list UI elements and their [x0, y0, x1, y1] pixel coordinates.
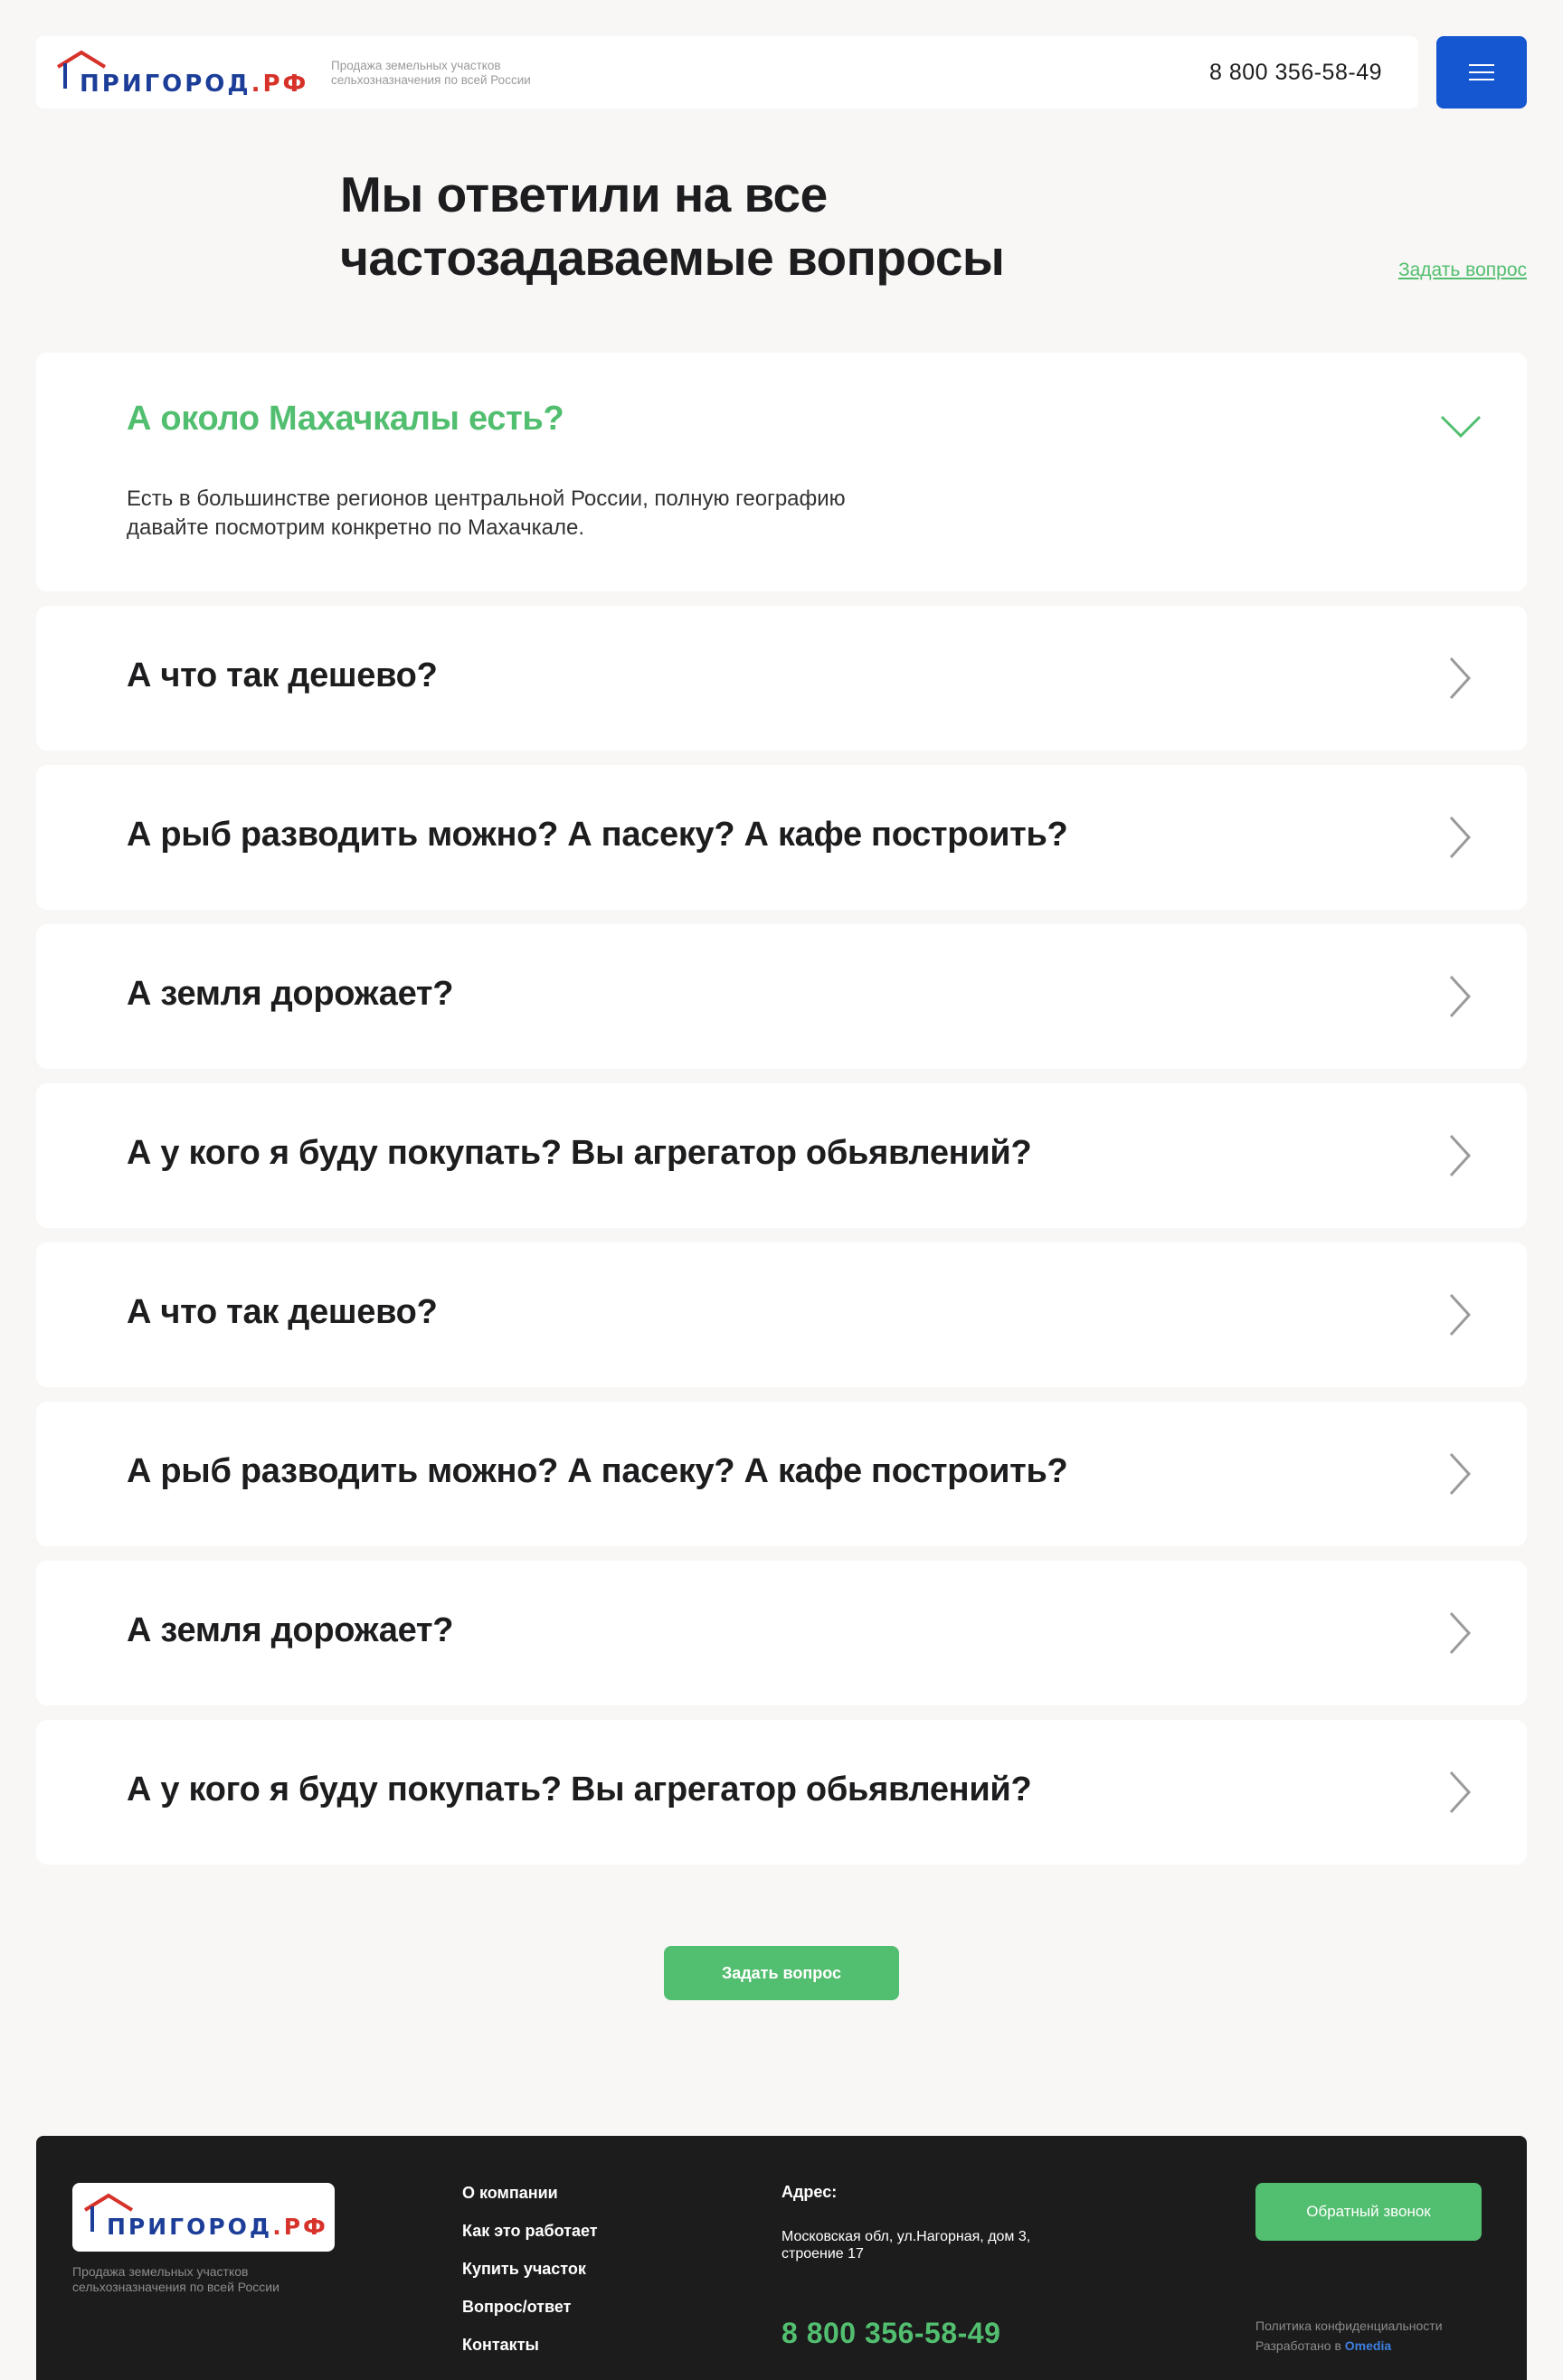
- header-phone-link[interactable]: 8 800 356-58-49: [1209, 60, 1382, 85]
- footer-nav-about[interactable]: О компании: [462, 2184, 558, 2202]
- faq-item[interactable]: [36, 606, 1527, 751]
- faq-question: А что так дешево?: [127, 656, 438, 694]
- chevron-right-icon[interactable]: [1447, 1134, 1473, 1177]
- faq-item[interactable]: [36, 765, 1527, 910]
- faq-item[interactable]: [36, 353, 1527, 591]
- faq-item[interactable]: [36, 1083, 1527, 1228]
- footer-tagline: Продажа земельных участков сельхозназначения по всей России: [72, 2264, 279, 2294]
- chevron-right-icon[interactable]: [1447, 1452, 1473, 1496]
- footer-nav-buy-plot[interactable]: Купить участок: [462, 2260, 586, 2278]
- faq-question: А что так дешево?: [127, 1293, 438, 1331]
- logo-text: ПРИГОРОД.РФ: [80, 71, 309, 98]
- chevron-right-icon[interactable]: [1447, 1771, 1473, 1814]
- page-title: Мы ответили на все частозадаваемые вопросы: [340, 166, 1005, 286]
- address-text: Московская обл, ул.Нагорная, дом 3, строение 17: [782, 2229, 1031, 2262]
- developer-credit: [1255, 2338, 1391, 2353]
- footer-phone-link[interactable]: 8 800 356-58-49: [782, 2317, 1001, 2349]
- developer-link[interactable]: Omedia: [1344, 2338, 1392, 2353]
- faq-item[interactable]: [36, 1242, 1527, 1387]
- faq-item[interactable]: [36, 1402, 1527, 1546]
- footer-nav-faq[interactable]: Вопрос/ответ: [462, 2298, 572, 2316]
- faq-question: А около Махачкалы есть?: [127, 400, 564, 438]
- faq-question: А рыб разводить можно? А пасеку? А кафе построить?: [127, 816, 1068, 854]
- chevron-right-icon[interactable]: [1447, 816, 1473, 859]
- footer-nav: [462, 2183, 598, 2373]
- chevron-right-icon[interactable]: [1447, 1611, 1473, 1655]
- footer-nav-contacts[interactable]: Контакты: [462, 2336, 539, 2354]
- logo-text: ПРИГОРОД.РФ: [107, 2214, 328, 2240]
- ask-question-link[interactable]: Задать вопрос: [1397, 260, 1527, 280]
- faq-question: А земля дорожает?: [127, 975, 454, 1013]
- chevron-right-icon[interactable]: [1447, 656, 1473, 700]
- chevron-right-icon[interactable]: [1447, 975, 1473, 1018]
- faq-question: А рыб разводить можно? А пасеку? А кафе построить?: [127, 1452, 1068, 1490]
- privacy-policy-link[interactable]: Политика конфиденциальности: [1255, 2319, 1443, 2333]
- address-label: Адрес:: [782, 2183, 838, 2201]
- site-header: [36, 36, 1418, 109]
- footer-nav-how-it-works[interactable]: Как это работает: [462, 2222, 598, 2240]
- menu-button[interactable]: [1436, 36, 1527, 109]
- callback-button[interactable]: Обратный звонок: [1255, 2183, 1482, 2241]
- faq-item[interactable]: [36, 924, 1527, 1069]
- developer-credit-prefix: Разработано в: [1255, 2338, 1341, 2353]
- chevron-right-icon[interactable]: [1447, 1293, 1473, 1336]
- faq-answer: Есть в большинстве регионов центральной России, полную географию давайте посмотрим конкретно по Махачкале.: [127, 486, 846, 540]
- ask-question-button[interactable]: Задать вопрос: [664, 1946, 899, 2000]
- faq-question: А у кого я буду покупать? Вы агрегатор обьявлений?: [127, 1134, 1032, 1172]
- chevron-down-icon[interactable]: [1440, 414, 1482, 439]
- faq-item[interactable]: [36, 1561, 1527, 1705]
- header-tagline: Продажа земельных участков сельхозназначения по всей России: [331, 59, 531, 87]
- footer-logo[interactable]: [72, 2183, 335, 2252]
- site-logo[interactable]: [54, 49, 309, 98]
- site-footer: [36, 2136, 1527, 2380]
- hamburger-icon: [1469, 63, 1494, 81]
- faq-question: А земля дорожает?: [127, 1611, 454, 1649]
- faq-item[interactable]: [36, 1720, 1527, 1865]
- faq-question: А у кого я буду покупать? Вы агрегатор обьявлений?: [127, 1771, 1032, 1809]
